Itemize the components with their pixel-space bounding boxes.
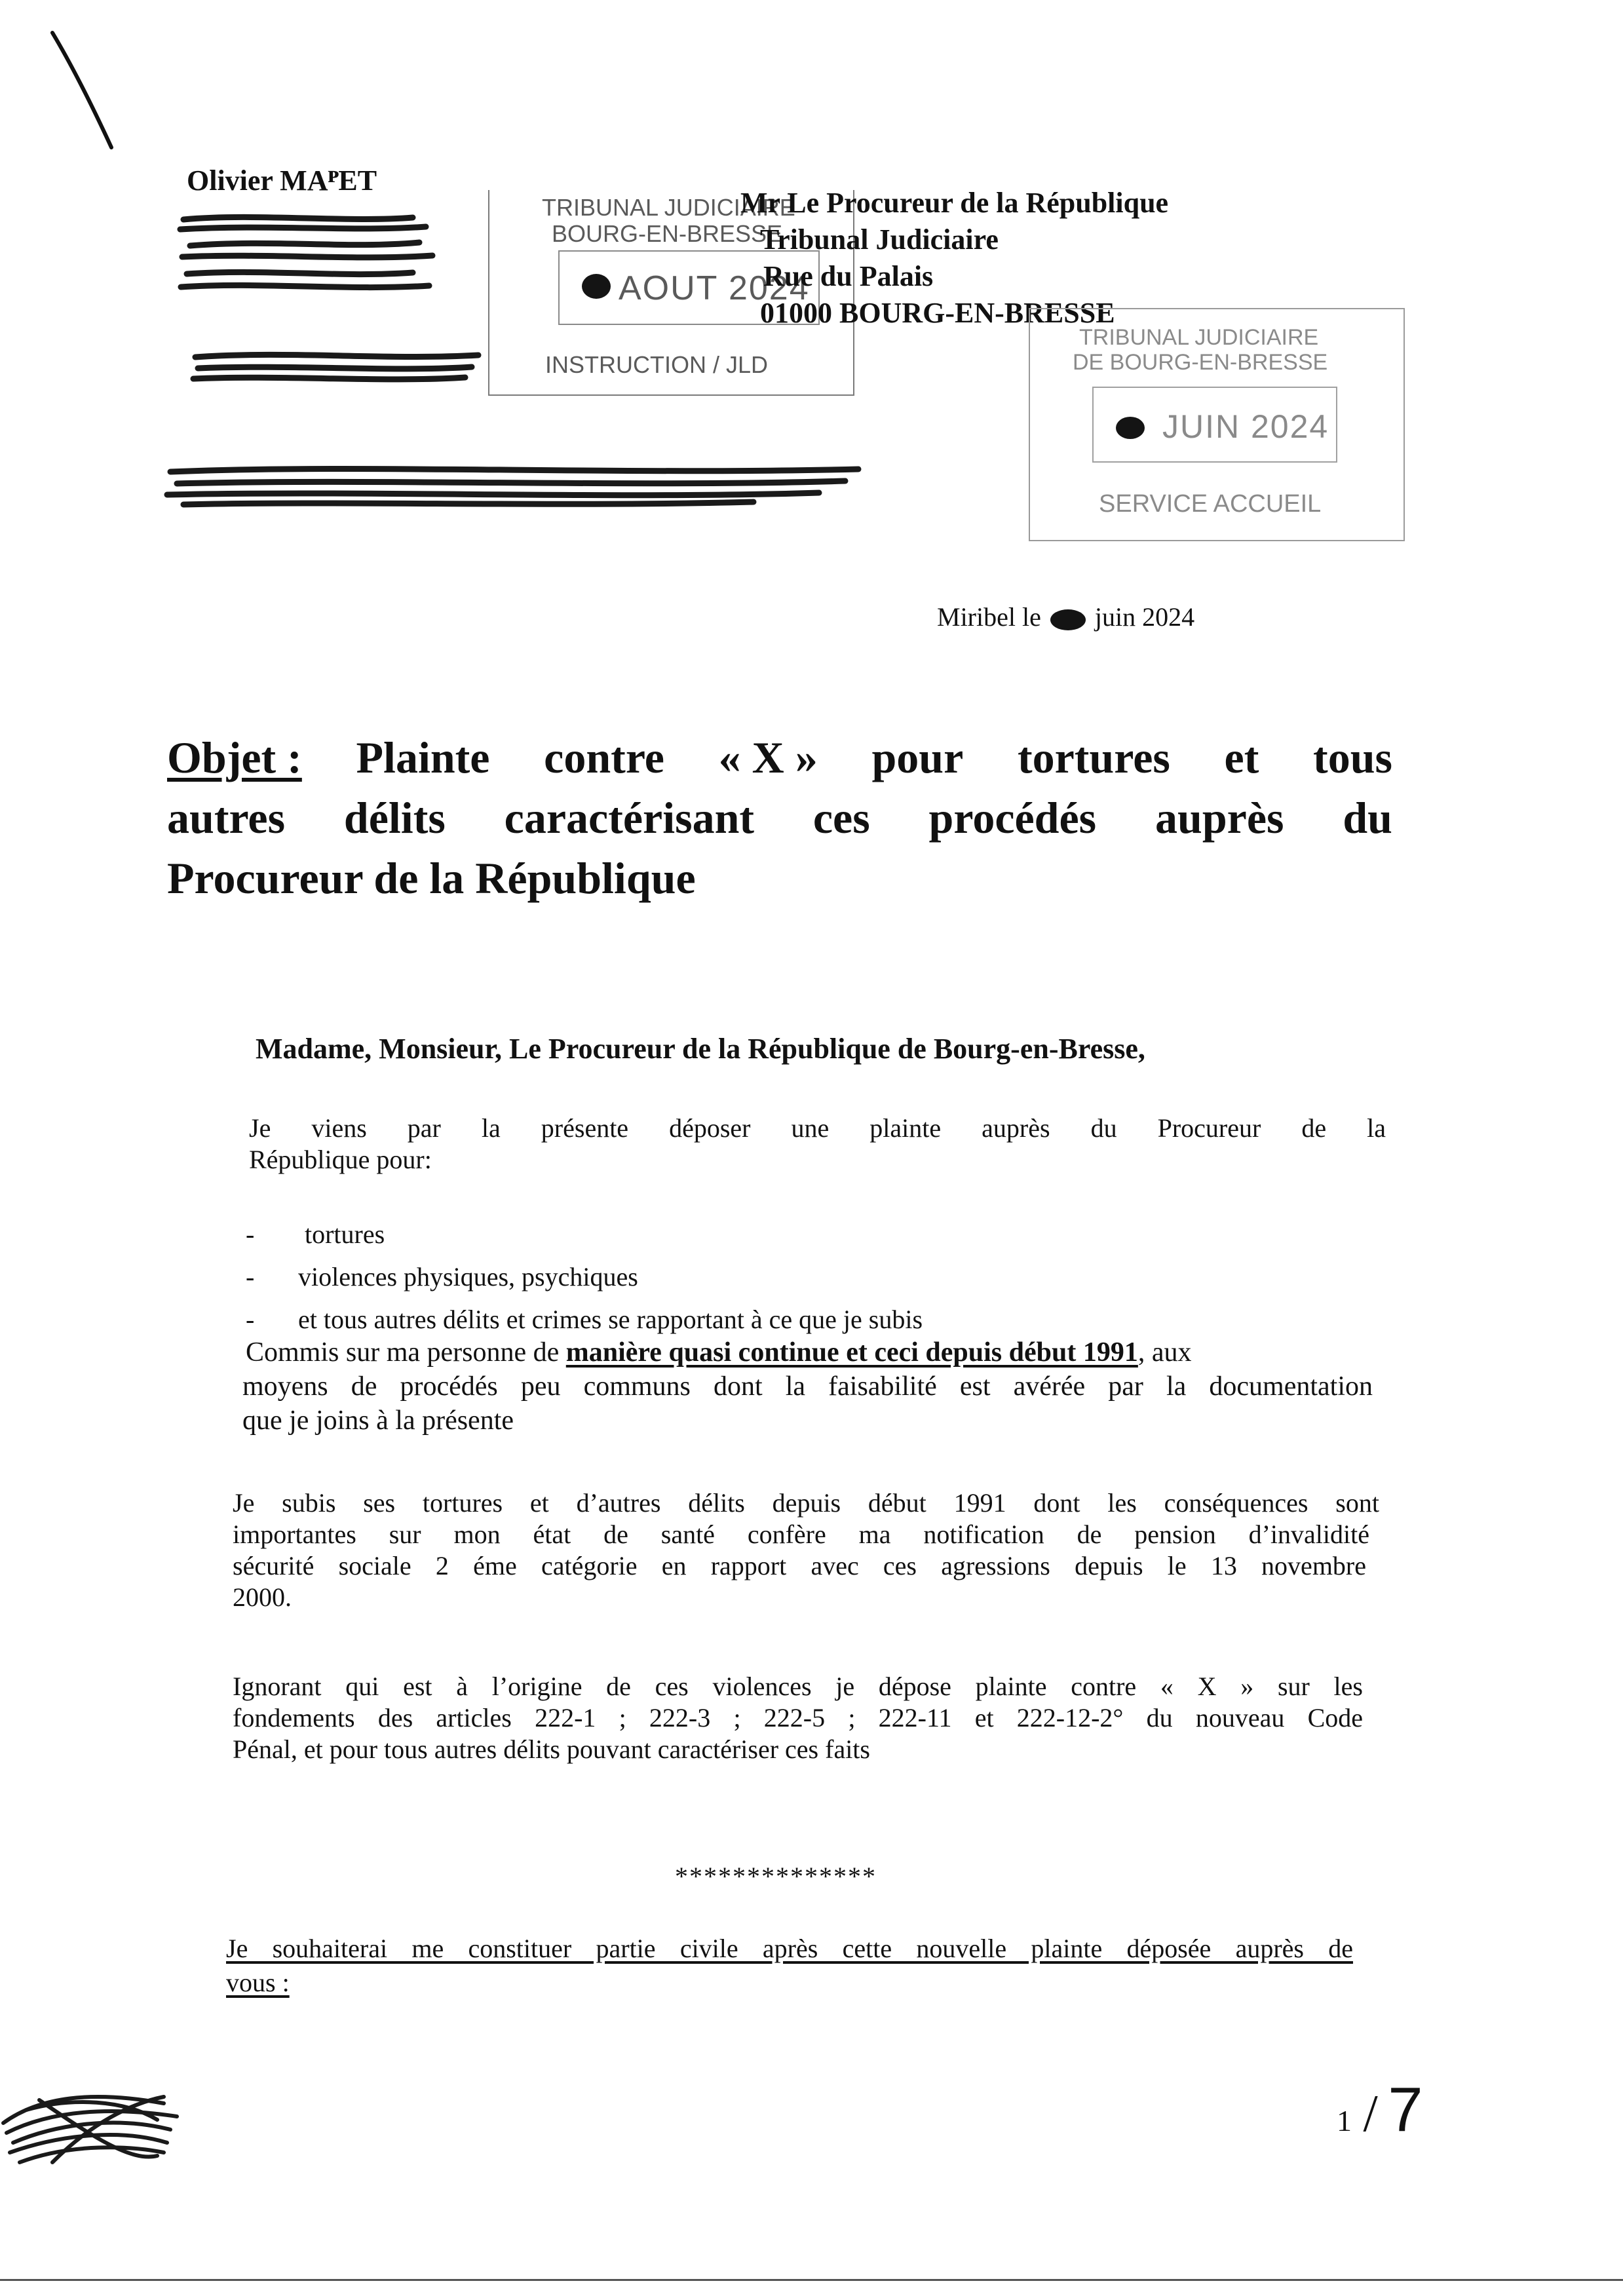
list-item bbox=[246, 1261, 638, 1292]
complaint-line-2: fondements des articles 222-1 ; 222-3 ; 222-5 ; 222-11 et 222-12-2° du nouveau Code bbox=[233, 1703, 1363, 1732]
redaction-scribble-2 bbox=[190, 347, 485, 387]
intro-line-2: République pour: bbox=[249, 1145, 432, 1174]
subject-label: Objet : bbox=[167, 733, 302, 782]
subject-word: pour bbox=[871, 733, 964, 782]
redaction-dot bbox=[1050, 609, 1086, 630]
stamp-court-line2: BOURG-EN-BRESSE bbox=[552, 220, 783, 247]
recipient-line-court: Tribunal Judiciaire bbox=[760, 223, 999, 256]
list-dash: - bbox=[246, 1219, 255, 1249]
health-line-2: importantes sur mon état de santé confère ma notification de pension d’invalidité bbox=[233, 1520, 1369, 1549]
stamp-court-line2: DE BOURG-EN-BRESSE bbox=[1073, 350, 1328, 375]
redaction-scribble-1 bbox=[177, 210, 439, 301]
list-item-text: et tous autres délits et crimes se rapportant à ce que je subis bbox=[298, 1305, 923, 1334]
subject-word: autres bbox=[167, 793, 286, 843]
place-date bbox=[937, 602, 1194, 632]
complaint-line-1: Ignorant qui est à l’origine de ces violences je dépose plainte contre « X » sur les bbox=[233, 1672, 1363, 1701]
stamp-accueil bbox=[1029, 308, 1405, 541]
commis-text: Commis sur ma personne de bbox=[246, 1337, 566, 1368]
subject-word: Plainte bbox=[356, 733, 490, 782]
list-item bbox=[246, 1219, 385, 1250]
scan-corner-mark bbox=[46, 26, 124, 157]
subject-word: contre bbox=[544, 733, 664, 782]
subject-word: ces bbox=[812, 793, 870, 843]
health-line-3: sécurité sociale 2 éme catégorie en rapport avec ces agressions depuis le 13 novembre bbox=[233, 1551, 1366, 1580]
page-current: 1 bbox=[1337, 2104, 1352, 2137]
subject-word: auprès bbox=[1155, 793, 1284, 843]
subject-word: procédés bbox=[928, 793, 1097, 843]
commis-line-1 bbox=[246, 1337, 1383, 1368]
stamp-court-line1: TRIBUNAL JUDICIAIRE bbox=[542, 194, 795, 221]
stamp-court-line1: TRIBUNAL JUDICIAIRE bbox=[1079, 325, 1319, 350]
commis-line-3: que je joins à la présente bbox=[242, 1406, 514, 1436]
separator-stars: ************** bbox=[675, 1862, 877, 1891]
subject-word: tortures bbox=[1017, 733, 1170, 782]
redaction-dot bbox=[1116, 417, 1145, 439]
place-text: Miribel le bbox=[937, 602, 1041, 632]
complaint-line-3: Pénal, et pour tous autres délits pouvant caractériser ces faits bbox=[233, 1734, 870, 1764]
stamp-date: AOUT 2024 bbox=[619, 269, 810, 307]
subject-word: et bbox=[1224, 733, 1259, 782]
stamp-date: JUIN 2024 bbox=[1162, 408, 1329, 445]
page-total: 7 bbox=[1388, 2075, 1423, 2145]
list-item bbox=[246, 1304, 923, 1335]
redaction-dot bbox=[582, 274, 611, 299]
subject-word: délits bbox=[343, 793, 446, 843]
health-line-1: Je subis ses tortures et d’autres délits depuis début 1991 dont les conséquences sont bbox=[233, 1488, 1379, 1518]
signature-scribble bbox=[0, 2071, 197, 2175]
redaction-scribble-3 bbox=[164, 459, 871, 511]
subject-word: du bbox=[1343, 793, 1392, 843]
commis-emphasis: manière quasi continue et ceci depuis début 1991 bbox=[565, 1337, 1138, 1368]
civil-party-line-2: vous : bbox=[226, 1968, 290, 1997]
list-item-text: tortures bbox=[305, 1219, 385, 1249]
commis-line-2: moyens de procédés peu communs dont la faisabilité est avérée par la documentation bbox=[242, 1371, 1373, 1402]
health-line-4: 2000. bbox=[233, 1582, 292, 1612]
subject-block bbox=[167, 727, 1392, 908]
subject-line-1 bbox=[167, 727, 1392, 788]
list-dash: - bbox=[246, 1305, 255, 1334]
list-item-text: violences physiques, psychiques bbox=[298, 1262, 638, 1292]
subject-word: « X » bbox=[718, 733, 818, 782]
recipient-line-street: Rue du Palais bbox=[763, 260, 934, 292]
subject-word: tous bbox=[1313, 733, 1392, 782]
intro-line-1: Je viens par la présente déposer une plainte auprès du Procureur de la bbox=[249, 1113, 1386, 1143]
stamp-date-box bbox=[1092, 387, 1337, 463]
subject-line-3: Procureur de la République bbox=[167, 853, 696, 903]
page-number bbox=[1337, 2074, 1423, 2146]
subject-line-2 bbox=[167, 788, 1392, 848]
commis-text: , aux bbox=[1137, 1337, 1192, 1368]
list-dash: - bbox=[246, 1262, 255, 1292]
subject-word: caractérisant bbox=[504, 793, 755, 843]
page-separator: / bbox=[1363, 2085, 1378, 2143]
civil-party-line-1: Je souhaiterai me constituer partie civile après cette nouvelle plainte déposée auprès de bbox=[226, 1934, 1353, 1963]
sender-name: Olivier MAᴾET bbox=[187, 164, 377, 197]
scan-bottom-edge bbox=[0, 2279, 1623, 2281]
stamp-service: SERVICE ACCUEIL bbox=[1099, 490, 1322, 518]
recipient-line-title: Mr Le Procureur de la République bbox=[740, 187, 1169, 219]
salutation: Madame, Monsieur, Le Procureur de la République de Bourg-en-Bresse, bbox=[256, 1033, 1145, 1065]
recipient-line-city: 01000 BOURG-EN-BRESSE bbox=[760, 297, 1115, 329]
date-text: juin 2024 bbox=[1094, 602, 1195, 632]
stamp-service: INSTRUCTION / JLD bbox=[545, 351, 769, 378]
